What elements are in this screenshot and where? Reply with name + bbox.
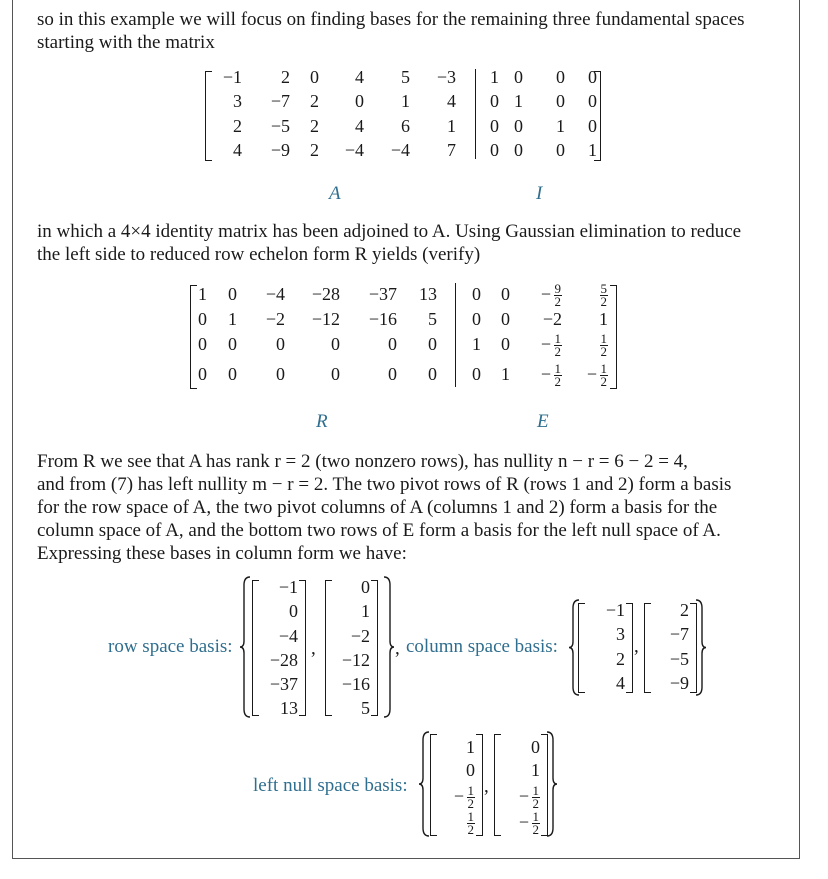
matrix-E-col4-entry — [600, 363, 609, 388]
matrix-I-cell: 0 — [514, 67, 523, 87]
matrix-A-cell: 2 — [310, 116, 319, 136]
column-space-vector-1-entry: 4 — [616, 673, 625, 693]
matrix-R-cell: 0 — [198, 364, 207, 384]
matrix-I-cell: 1 — [556, 116, 565, 136]
row-space-vector-2-entry: 1 — [361, 601, 370, 621]
left-null-vector-2-entry-den: 2 — [532, 822, 539, 837]
matrix-E-col3-entry — [554, 333, 563, 358]
matrix-A-cell: 4 — [233, 140, 242, 160]
matrix-E-col4-entry — [600, 333, 609, 358]
label-A: A — [329, 183, 341, 204]
matrix-A-cell: 7 — [447, 140, 456, 160]
row-space-vector-2-entry: 5 — [361, 698, 370, 718]
matrix-I-cell: 0 — [556, 67, 565, 87]
augment-divider-A — [475, 69, 476, 159]
matrix-R-cell: 0 — [198, 334, 207, 354]
matrix-A-cell: 4 — [355, 116, 364, 136]
column-space-vector-1-left-bracket — [578, 603, 585, 693]
column-space-vector-2-entry: −5 — [669, 649, 689, 669]
matrix-A-cell: 2 — [310, 91, 319, 111]
left-null-vector-2-entry-num: 1 — [532, 783, 539, 798]
left-null-vector-2-entry — [532, 811, 541, 836]
matrix-R-cell: −37 — [368, 284, 397, 304]
para3-line-3: for the row space of A, the two pivot columns of A (columns 1 and 2) form a basis for the — [37, 497, 718, 518]
row-space-vector-2-entry: −16 — [341, 674, 370, 694]
matrix-E-col3-entry-den: 2 — [554, 344, 561, 359]
matrix-R-cell: 0 — [228, 364, 237, 384]
matrix-E-cell: 0 — [501, 334, 510, 354]
matrix-R-cell: 0 — [228, 334, 237, 354]
matrix-R-left-bracket — [190, 285, 197, 389]
matrix-A-cell: 0 — [310, 67, 319, 87]
matrix-E-cell: 0 — [472, 364, 481, 384]
matrix-I-cell: 0 — [490, 116, 499, 136]
para2-line-1: in which a 4×4 identity matrix has been adjoined to A. Using Gaussian elimination to reduce — [37, 221, 742, 242]
column-space-vector-1-entry: 3 — [616, 624, 625, 644]
matrix-A-cell: 1 — [447, 116, 456, 136]
matrix-E-col4-entry-den: 2 — [600, 294, 607, 309]
matrix-R-cell: 0 — [428, 334, 437, 354]
matrix-A-cell: 2 — [281, 67, 290, 87]
matrix-A-cell: −7 — [270, 91, 290, 111]
row-space-vector-2-left-bracket — [325, 580, 332, 716]
matrix-E-col4-entry-num: 1 — [600, 331, 607, 346]
left-null-comma: , — [484, 776, 489, 797]
matrix-A-cell: −1 — [222, 67, 242, 87]
matrix-I-cell: 0 — [556, 140, 565, 160]
matrix-A-left-bracket — [205, 71, 212, 161]
left-null-vector-2-entry-sign: − — [518, 786, 529, 806]
row-space-label: row space basis: — [108, 636, 233, 657]
matrix-E-col3-entry-sign: − — [540, 334, 551, 354]
left-null-vector-1-entry-den: 2 — [467, 796, 474, 811]
row-space-comma: , — [311, 638, 316, 659]
row-space-trailing-comma: , — [395, 638, 400, 659]
matrix-E-col3-entry-sign: − — [540, 364, 551, 384]
matrix-A-cell: −9 — [270, 140, 290, 160]
intro-line-2: starting with the matrix — [37, 32, 215, 53]
matrix-A-cell: 1 — [401, 91, 410, 111]
row-space-vector-1-entry: 0 — [289, 601, 298, 621]
column-space-vector-2-entry: 2 — [680, 600, 689, 620]
matrix-I-cell: 1 — [514, 91, 523, 111]
row-space-right-brace — [382, 577, 394, 717]
left-null-vector-1-right-bracket — [476, 734, 483, 836]
matrix-I-cell: 0 — [588, 116, 597, 136]
matrix-E-cell: 0 — [501, 309, 510, 329]
matrix-E-cell: 1 — [501, 364, 510, 384]
left-null-vector-2-entry-num: 1 — [532, 809, 539, 824]
left-null-vector-1-entry-sign: − — [453, 786, 464, 806]
matrix-E-cell: 0 — [472, 309, 481, 329]
para3-line-5: Expressing these bases in column form we have: — [37, 543, 407, 564]
matrix-A-cell: −3 — [436, 67, 456, 87]
matrix-A-cell: 5 — [401, 67, 410, 87]
matrix-E-col3-entry — [554, 363, 563, 388]
row-space-vector-2-right-bracket — [371, 580, 378, 716]
para3-line-1: From R we see that A has rank r = 2 (two nonzero rows), has nullity n − r = 6 − 2 = 4, — [37, 451, 688, 472]
left-null-vector-2-left-bracket — [494, 734, 501, 836]
matrix-E-col3-entry-den: 2 — [554, 374, 561, 389]
para3-line-4: column space of A, and the bottom two rows of E form a basis for the left null space of A. — [37, 520, 721, 541]
matrix-R-cell: −4 — [265, 284, 285, 304]
left-null-space-right-brace — [545, 732, 557, 836]
matrix-R-cell: 5 — [428, 309, 437, 329]
column-space-comma: , — [634, 636, 639, 657]
matrix-E-col4-entry-sign: − — [586, 364, 597, 384]
matrix-E-col3-entry-num: 1 — [554, 361, 561, 376]
matrix-I-cell: 0 — [514, 140, 523, 160]
row-space-vector-1-entry: −4 — [278, 626, 298, 646]
left-null-vector-2-entry-sign: − — [518, 812, 529, 832]
matrix-A-cell: 4 — [355, 67, 364, 87]
matrix-I-cell: 0 — [490, 140, 499, 160]
augment-divider-R — [455, 283, 456, 387]
matrix-R-cell: −12 — [311, 309, 340, 329]
matrix-R-right-bracket — [610, 285, 617, 389]
matrix-E-cell: 1 — [472, 334, 481, 354]
matrix-R-cell: 0 — [388, 334, 397, 354]
matrix-A-cell: 3 — [233, 91, 242, 111]
column-space-vector-1-right-bracket — [626, 603, 633, 693]
matrix-E-col4-entry-den: 2 — [600, 344, 607, 359]
matrix-I-cell: 1 — [490, 67, 499, 87]
para3-line-2: and from (7) has left nullity m − r = 2. The two pivot rows of R (rows 1 and 2) form a basis — [37, 474, 732, 495]
label-R: R — [316, 411, 328, 432]
column-space-vector-1-entry: −1 — [605, 600, 625, 620]
column-space-vector-2-entry: −9 — [669, 673, 689, 693]
intro-line-1: so in this example we will focus on finding bases for the remaining three fundamental spaces — [37, 9, 745, 30]
matrix-A-cell: −4 — [390, 140, 410, 160]
label-E: E — [537, 411, 549, 432]
matrix-A-right-bracket — [594, 71, 601, 161]
matrix-I-cell: 0 — [588, 67, 597, 87]
matrix-R-cell: 1 — [228, 309, 237, 329]
matrix-E-cell: 0 — [472, 284, 481, 304]
left-null-vector-1-entry — [467, 785, 476, 810]
matrix-E-col3-entry-num: 1 — [554, 331, 561, 346]
matrix-R-cell: −28 — [311, 284, 340, 304]
column-space-right-brace — [694, 600, 706, 695]
para2-line-2: the left side to reduced row echelon form R yields (verify) — [37, 244, 481, 265]
label-I: I — [536, 183, 543, 204]
left-null-vector-2-entry: 0 — [531, 737, 540, 757]
matrix-A-cell: 2 — [310, 140, 319, 160]
left-null-vector-1-entry-num: 1 — [467, 783, 474, 798]
row-space-vector-2-entry: −12 — [341, 650, 370, 670]
row-space-vector-2-entry: −2 — [350, 626, 370, 646]
matrix-A-cell: −5 — [270, 116, 290, 136]
matrix-R-cell: −2 — [265, 309, 285, 329]
left-null-vector-1-entry: 1 — [466, 737, 475, 757]
matrix-I-cell: 0 — [588, 91, 597, 111]
matrix-A-cell: 6 — [401, 116, 410, 136]
matrix-E-col4-entry-num: 1 — [600, 361, 607, 376]
matrix-E-col4-entry — [600, 283, 609, 308]
matrix-R-cell: 0 — [331, 364, 340, 384]
row-space-vector-1-entry: −1 — [278, 577, 298, 597]
matrix-I-cell: 0 — [556, 91, 565, 111]
left-null-vector-2-entry: 1 — [531, 760, 540, 780]
matrix-A-cell: 0 — [355, 91, 364, 111]
matrix-R-cell: 0 — [198, 309, 207, 329]
column-space-label: column space basis: — [406, 636, 558, 657]
matrix-E-col3-entry: −2 — [542, 309, 562, 329]
row-space-vector-1-entry: −37 — [269, 674, 298, 694]
row-space-vector-1-left-bracket — [252, 580, 259, 716]
matrix-A-cell: 4 — [447, 91, 456, 111]
row-space-vector-1-entry: −28 — [269, 650, 298, 670]
matrix-E-col3-entry-sign: − — [540, 284, 551, 304]
matrix-E-col3-entry — [554, 283, 563, 308]
matrix-R-cell: 0 — [276, 334, 285, 354]
matrix-I-cell: 1 — [588, 140, 597, 160]
matrix-R-cell: 0 — [276, 364, 285, 384]
row-space-vector-2-entry: 0 — [361, 577, 370, 597]
matrix-A-cell: −4 — [344, 140, 364, 160]
matrix-E-col3-entry-num: 9 — [554, 281, 561, 296]
matrix-R-cell: 13 — [419, 284, 437, 304]
left-null-vector-2-entry — [532, 785, 541, 810]
row-space-left-brace — [240, 577, 252, 717]
left-null-vector-1-entry-den: 2 — [467, 822, 474, 837]
matrix-E-cell: 0 — [501, 284, 510, 304]
matrix-R-cell: 0 — [228, 284, 237, 304]
row-space-vector-1-entry: 13 — [280, 698, 298, 718]
matrix-R-cell: 0 — [331, 334, 340, 354]
row-space-vector-1-right-bracket — [299, 580, 306, 716]
left-null-vector-2-entry-den: 2 — [532, 796, 539, 811]
matrix-R-cell: 1 — [198, 284, 207, 304]
matrix-R-cell: −16 — [368, 309, 397, 329]
matrix-I-cell: 0 — [490, 91, 499, 111]
matrix-I-cell: 0 — [514, 116, 523, 136]
matrix-E-col4-entry: 1 — [599, 309, 608, 329]
matrix-R-cell: 0 — [388, 364, 397, 384]
matrix-E-col3-entry-den: 2 — [554, 294, 561, 309]
column-space-vector-1-entry: 2 — [616, 649, 625, 669]
matrix-A-cell: 2 — [233, 116, 242, 136]
matrix-E-col4-entry-den: 2 — [600, 374, 607, 389]
left-null-space-label: left null space basis: — [253, 775, 408, 796]
left-null-vector-1-entry-num: 1 — [467, 809, 474, 824]
matrix-R-cell: 0 — [428, 364, 437, 384]
left-null-vector-1-left-bracket — [430, 734, 437, 836]
left-null-vector-1-entry: 0 — [466, 760, 475, 780]
column-space-vector-2-entry: −7 — [669, 624, 689, 644]
left-null-vector-1-entry — [467, 811, 476, 836]
matrix-E-col4-entry-num: 5 — [600, 281, 607, 296]
column-space-vector-2-left-bracket — [644, 603, 651, 693]
